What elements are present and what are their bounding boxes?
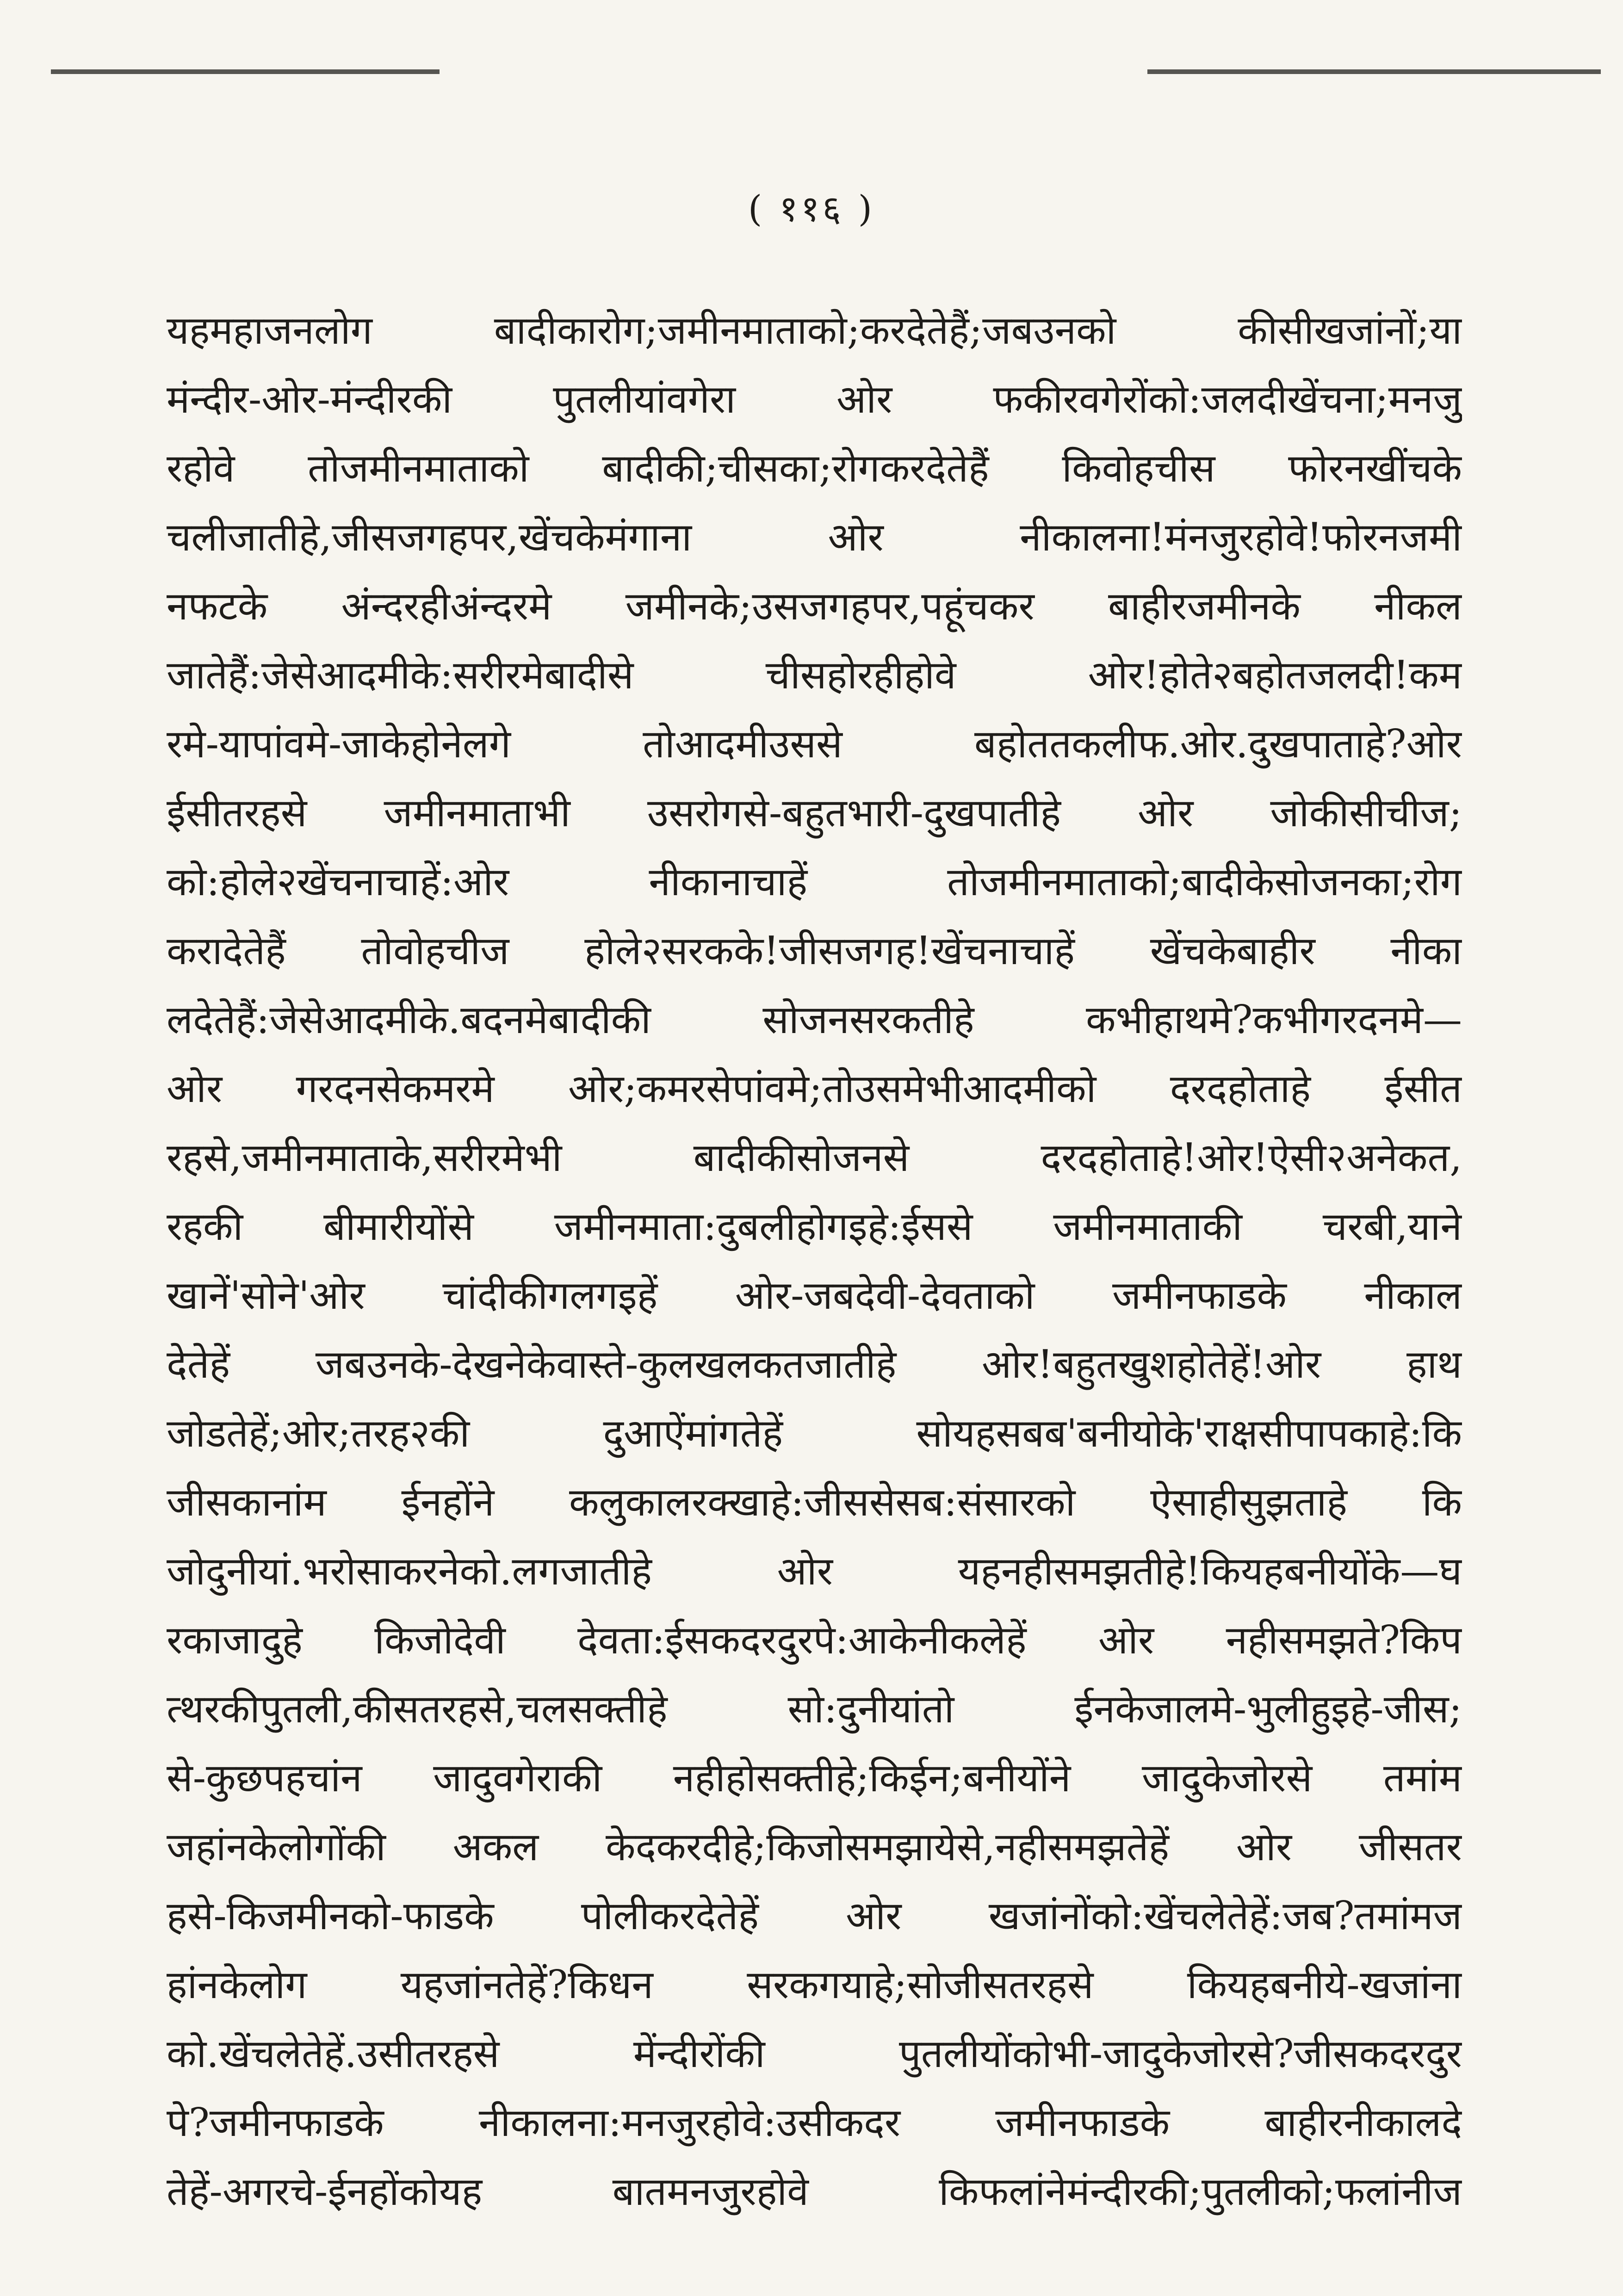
text-line: खानें'सोने'ओर चांदीकीगलगइहें ओर-जबदेवी-देवताको जमीनफाडके नीकाल	[167, 1273, 1462, 1318]
top-right-rule	[1147, 69, 1601, 74]
text-line: त्थरकीपुतली,कीसतरहसे,चलसक्तीहे सो:दुनीयांतो ईनकेजालमे-भुलीहुइहे-जीस;	[167, 1686, 1462, 1732]
text-line: को.खेंचलेतेहें.उसीतरहसे मेंन्दीरोंकी पुतलीयोंकोभी-जादुकेजोरसे?जीसकदरदुर	[167, 2031, 1462, 2076]
text-line: हसे-किजमीनको-फाडके पोलीकरदेतेहें ओर खजांनोंको:खेंचलेतेहें:जब?तमांमज	[167, 1893, 1462, 1938]
body-text	[167, 296, 1462, 2226]
text-line: लदेतेहैं:जेसेआदमीके.बदनमेबादीकी सोजनसरकतीहे कभीहाथमे?कभीगरदनमे—	[167, 997, 1462, 1042]
text-line: रहकी बीमारीयोंसे जमीनमाता:दुबलीहोगइहे:ईससे जमीनमाताकी चरबी,याने	[167, 1204, 1462, 1249]
text-line: नफटके अंन्दरहीअंन्दरमे जमीनके;उसजगहपर,पहूंचकर बाहीरजमीनके नीकल	[167, 583, 1462, 629]
text-line: ईसीतरहसे जमीनमाताभी उसरोगसे-बहुतभारी-दुखपातीहे ओर जोकीसीचीज;	[167, 790, 1462, 835]
text-line: रमे-यापांवमे-जाकेहोनेलगे तोआदमीउससे बहोततकलीफ.ओर.दुखपाताहे?ओर	[167, 721, 1462, 767]
text-line: रहसे,जमीनमाताके,सरीरमेभी बादीकीसोजनसे दरदहोताहे!ओर!ऐसी२अनेकत,	[167, 1135, 1462, 1180]
text-line: हांनकेलोग यहजांनतेहें?किधन सरकगयाहे;सोजीसतरहसे कियहबनीये-खजांना	[167, 1962, 1462, 2007]
text-line: जोदुनीयां.भरोसाकरनेको.लगजातीहे ओर यहनहीसमझतीहे!कियहबनीयोंके—घ	[167, 1548, 1462, 1594]
text-line: करादेतेहैं तोवोहचीज होले२सरकके!जीसजगह!खेंचनाचाहें खेंचकेबाहीर नीका	[167, 928, 1462, 973]
text-line: रकाजादुहे किजोदेवी देवता:ईसकदरदुरपे:आकेनीकलेहें ओर नहीसमझते?किप	[167, 1617, 1462, 1663]
text-line: रहोवे तोजमीनमाताको बादीकी;चीसका;रोगकरदेतेहैं किवोहचीस फोरनखींचके	[167, 446, 1462, 491]
text-line: जातेहैं:जेसेआदमीके:सरीरमेबादीसे चीसहोरहीहोवे ओर!होते२बहोतजलदी!कम	[167, 652, 1462, 698]
text-line: जोडतेहें;ओर;तरह२की दुआऐंमांगतेहें सोयहसबब'बनीयोके'राक्षसीपापकाहे:कि	[167, 1411, 1462, 1456]
text-line: से-कुछपहचांन जादुवगेराकी नहीहोसक्तीहे;किईन;बनीयोंने जादुकेजोरसे तमांम	[167, 1755, 1462, 1801]
text-line: देतेहें जबउनके-देखनेकेवास्ते-कुलखलकतजातीहे ओर!बहुतखुशहोतेहें!ओर हाथ	[167, 1342, 1462, 1387]
text-line: चलीजातीहे,जीसजगहपर,खेंचकेमंगाना ओर नीकालना!मंनजुरहोवे!फोरनजमी	[167, 514, 1462, 560]
text-line: जहांनकेलोगोंकी अकल केदकरदीहे;किजोसमझायेसे,नहीसमझतेहें ओर जीसतर	[167, 1824, 1462, 1869]
text-line: यहमहाजनलोग बादीकारोग;जमीनमाताको;करदेतेहैं;जबउनको कीसीखजांनों;या	[167, 308, 1462, 353]
text-line: पे?जमीनफाडके नीकालना:मनजुरहोवे:उसीकदर जमीनफाडके बाहीरनीकालदे	[167, 2100, 1462, 2145]
text-line: जीसकानांम ईनहोंने कलुकालरक्खाहे:जीससेसब:संसारको ऐसाहीसुझताहे कि	[167, 1479, 1462, 1525]
text-line: मंन्दीर-ओर-मंन्दीरकी पुतलीयांवगेरा ओर फकीरवगेरोंको:जलदीखेंचना;मनजु	[167, 377, 1462, 422]
text-line: को:होले२खेंचनाचाहें:ओर नीकानाचाहें तोजमीनमाताको;बादीकेसोजनका;रोग	[167, 859, 1462, 904]
text-line: तेहें-अगरचे-ईनहोंकोयह बातमनजुरहोवे किफलांनेमंन्दीरकी;पुतलीको;फलांनीज	[167, 2169, 1462, 2214]
page-number: ( ११६ )	[748, 188, 875, 230]
top-left-rule	[51, 69, 440, 74]
text-line: ओर गरदनसेकमरमे ओर;कमरसेपांवमे;तोउसमेभीआदमीको दरदहोताहे ईसीत	[167, 1066, 1462, 1111]
